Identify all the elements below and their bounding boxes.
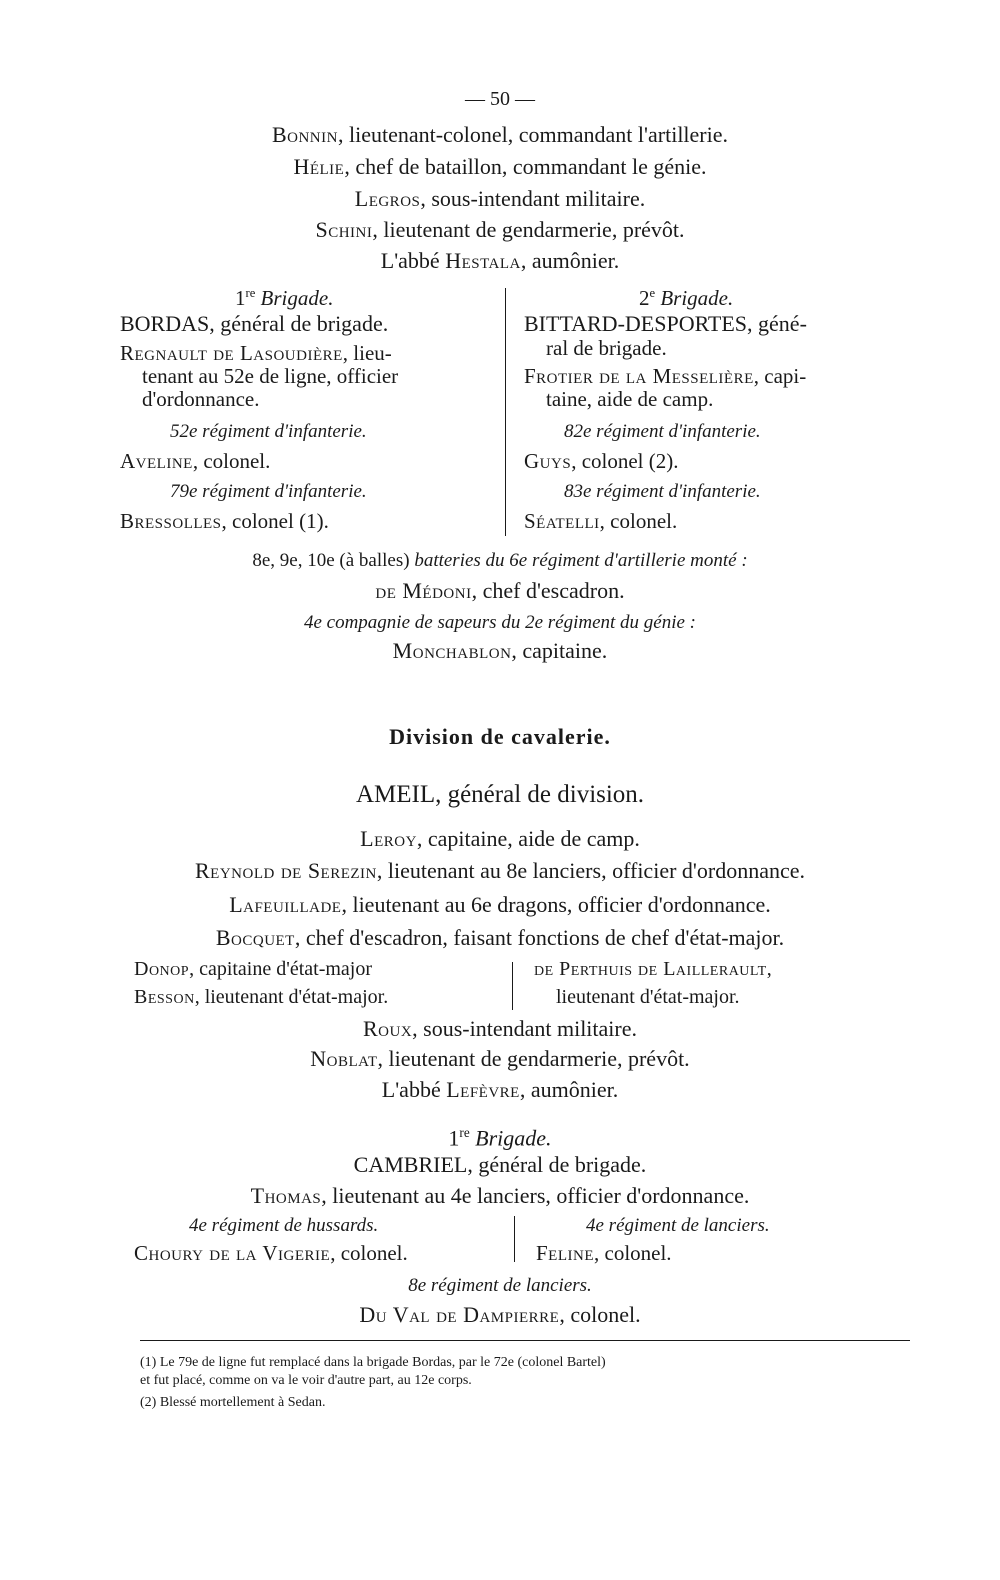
column-divider — [512, 962, 513, 1010]
title-word: Brigade. — [655, 286, 734, 310]
brigade-2-aide-l2: taine, aide de camp. — [546, 387, 714, 411]
officer-role: , lieutenant d'état-major. — [194, 986, 389, 1008]
officer-role: , capitaine. — [511, 638, 608, 663]
cavalry-reynold — [0, 858, 1000, 884]
officer-role: , colonel. — [559, 1302, 641, 1327]
officer-role: , lieutenant au 6e dragons, officier d'ordonnance. — [341, 892, 771, 917]
column-divider — [505, 288, 506, 536]
officer-role: , colonel. — [599, 509, 678, 533]
officer-role: , colonel (2). — [571, 449, 679, 473]
officer-name: Leroy — [360, 826, 417, 851]
brigade-1-title — [235, 282, 500, 312]
title-num: 1 — [448, 1125, 460, 1151]
officer-name: Roux — [362, 1016, 413, 1041]
officer-name: Frotier de la Messelière — [524, 364, 754, 388]
page-number: — 50 — — [465, 88, 535, 110]
hq-line-prevot — [0, 217, 1000, 243]
officer-name: Regnault de Lasoudière — [120, 341, 343, 365]
officer-role: , colonel. — [594, 1241, 672, 1265]
officer-role: , chef d'escadron. — [471, 578, 625, 603]
cavalry-left-regiment — [134, 1214, 504, 1270]
regiment-colonel — [524, 450, 904, 480]
cavalry-brigade-title — [0, 1120, 1000, 1151]
staff-donop — [134, 958, 504, 986]
footnote-1 — [140, 1354, 910, 1390]
artillery-regiment: batteries du 6e régiment d'artillerie monté : — [414, 550, 748, 571]
brigade-2-title — [639, 282, 904, 312]
officer-name: Thomas — [250, 1183, 322, 1208]
artillery-line — [0, 548, 1000, 574]
cavalry-roux — [0, 1016, 1000, 1042]
footnote-rule — [140, 1340, 910, 1341]
regiment-colonel — [134, 1242, 504, 1270]
regiment-colonel — [120, 510, 500, 540]
column-divider — [514, 1216, 515, 1262]
artillery-commander — [0, 578, 1000, 604]
officer-role: , lieu- — [342, 341, 392, 365]
officer-name: Bonnin — [271, 122, 338, 147]
officer-name: Guys — [524, 449, 572, 473]
officer-role: , capitaine, aide de camp. — [416, 826, 640, 851]
officer-role: , capitaine d'état-major — [189, 958, 373, 980]
cavalry-bocquet — [0, 925, 1000, 951]
officer-role: , lieutenant au 4e lanciers, officier d'ordonnance. — [321, 1183, 750, 1208]
title-sup: re — [245, 286, 256, 300]
hq-line-genie — [0, 154, 1000, 180]
officer-name: Du Val de Dampierre — [359, 1302, 560, 1327]
section-heading: Division de cavalerie. — [389, 724, 611, 749]
officer-role: , aumônier. — [519, 1077, 619, 1102]
officer-name: Lefèvre — [446, 1077, 520, 1102]
officer-role: , sous-intendant militaire. — [420, 186, 646, 211]
officer-name: Lafeuillade — [229, 892, 342, 917]
officer-name: Aveline — [120, 449, 193, 473]
hq-line-aumonier — [0, 248, 1000, 274]
officer-name: Choury de la Vigerie — [134, 1241, 331, 1265]
footnote-1-line-1: (1) Le 79e de ligne fut remplacé dans la brigade Bordas, par le 72e (colonel Bartel) — [140, 1355, 606, 1370]
regiment-colonel — [536, 1242, 906, 1270]
title-sup: re — [459, 1125, 470, 1140]
cavalry-abbe — [0, 1077, 1000, 1103]
cavalry-thomas — [0, 1183, 1000, 1209]
brigade-1-officer-l2: tenant au 52e de ligne, officier — [142, 364, 399, 388]
regiment-label: 4e régiment de lanciers. — [586, 1215, 770, 1236]
brigade-1-officer — [120, 342, 500, 365]
officer-role: , colonel (1). — [221, 509, 329, 533]
regiment-label: 82e régiment d'infanterie. — [564, 421, 761, 442]
staff-perthuis-rank: lieutenant d'état-major. — [556, 986, 740, 1008]
title-num: 1 — [235, 286, 246, 310]
cavalry-brigade-general: CAMBRIEL, général de brigade. — [353, 1152, 647, 1177]
title-word: Brigade. — [255, 286, 334, 310]
officer-role: , lieutenant de gendarmerie, prévôt. — [372, 217, 685, 242]
officer-role: , lieutenant de gendarmerie, prévôt. — [377, 1046, 690, 1071]
sappers-line: 4e compagnie de sapeurs du 2e régiment du génie : — [303, 612, 697, 633]
staff-perthuis: de Perthuis de Laillerault, — [534, 958, 773, 980]
brigade-2-general: BITTARD-DESPORTES, géné- — [524, 311, 807, 336]
officer-name: Hestala — [445, 248, 521, 273]
cavalry-noblat — [0, 1046, 1000, 1072]
officer-role: , chef d'escadron, faisant fonctions de chef d'état-major. — [294, 925, 785, 950]
hq-line-artillery — [0, 122, 1000, 148]
regiment-label: 4e régiment de hussards. — [189, 1215, 379, 1236]
officer-name: Hélie — [293, 154, 345, 179]
artillery-batteries: 8e, 9e, 10e (à balles) — [252, 550, 415, 571]
regiment-colonel — [120, 450, 500, 480]
officer-role: , chef de bataillon, commandant le génie. — [344, 154, 707, 179]
title-word: Brigade. — [469, 1125, 552, 1151]
cavalry-right-regiment — [536, 1214, 906, 1270]
title-sup: e — [649, 286, 656, 300]
staff-right-column — [534, 958, 904, 1014]
cavalry-lafeuillade — [0, 892, 1000, 918]
hq-line-intendant — [0, 186, 1000, 212]
officer-name: Bocquet — [215, 925, 295, 950]
regiment-label: 8e régiment de lanciers. — [408, 1275, 592, 1296]
officer-name: Donop — [134, 958, 190, 980]
officer-name: Monchablon — [392, 638, 512, 663]
regiment-colonel — [524, 510, 904, 540]
officer-name: Legros — [354, 186, 421, 211]
regiment-colonel — [0, 1302, 1000, 1328]
officer-role: , colonel. — [192, 449, 271, 473]
brigade-2-general-l2: ral de brigade. — [546, 336, 667, 360]
footnote-2: (2) Blessé mortellement à Sedan. — [140, 1395, 326, 1410]
officer-name: Médoni — [402, 578, 472, 603]
regiment-label: 83e régiment d'infanterie. — [564, 481, 761, 502]
prefix: L'abbé — [380, 248, 446, 273]
prefix: de — [375, 578, 403, 603]
cavalry-general: AMEIL, général de division. — [355, 781, 645, 808]
footnote-1-line-2: et fut placé, comme on va le voir d'autre part, au 12e corps. — [140, 1373, 472, 1388]
sappers-commander — [0, 638, 1000, 664]
officer-name: Noblat — [310, 1046, 378, 1071]
cavalry-aide — [0, 826, 1000, 852]
officer-name: Feline — [536, 1241, 594, 1265]
brigade-1-officer-l3: d'ordonnance. — [142, 387, 260, 411]
regiment-label: 52e régiment d'infanterie. — [170, 421, 367, 442]
brigade-1-column — [120, 282, 500, 540]
prefix: L'abbé — [381, 1077, 447, 1102]
brigade-1-general: BORDAS, général de brigade. — [120, 311, 389, 336]
officer-role: , lieutenant au 8e lanciers, officier d'ordonnance. — [376, 858, 805, 883]
staff-left-column — [134, 958, 504, 1014]
title-num: 2 — [639, 286, 650, 310]
officer-role: , capi- — [753, 364, 807, 388]
brigade-2-column — [524, 282, 904, 540]
officer-role: , colonel. — [330, 1241, 408, 1265]
regiment-label: 79e régiment d'infanterie. — [170, 481, 367, 502]
brigade-2-aide — [524, 365, 904, 388]
staff-besson — [134, 986, 504, 1014]
officer-role: , aumônier. — [520, 248, 620, 273]
officer-name: Besson — [134, 986, 195, 1008]
officer-name: Reynold de Serezin — [195, 858, 377, 883]
officer-name: Bressolles — [120, 509, 222, 533]
officer-name: Séatelli — [524, 509, 600, 533]
officer-role: , sous-intendant militaire. — [412, 1016, 638, 1041]
officer-role: , lieutenant-colonel, commandant l'artillerie. — [337, 122, 729, 147]
officer-name: Schini — [315, 217, 373, 242]
